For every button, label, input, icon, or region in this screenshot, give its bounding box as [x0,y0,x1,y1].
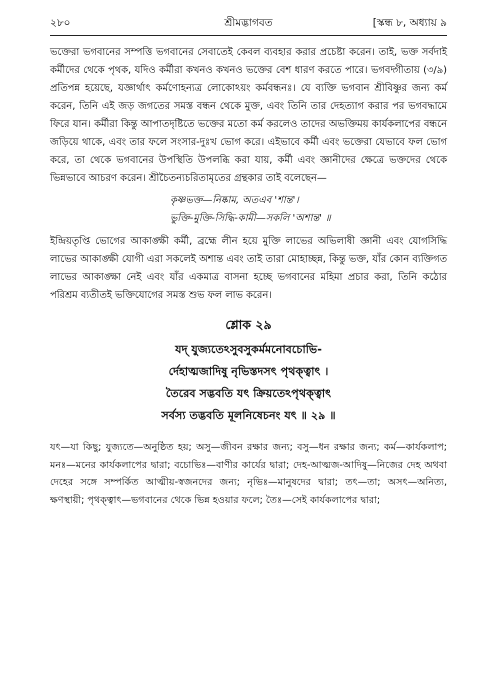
purport-paragraph-1: ভক্তেরা ভগবানের সম্পত্তি ভগবানের সেবাতেই কেবল ব্যবহার করার প্রচেষ্টা করেন। তাই, ভক্ত সর্বদাই কর্মীদের থেকে পৃথক, যদিও কর্মীরা কখনও কখনও ভক্তের বেশ ধারণ করতে পারে। ভগবদ্গীতায় (৩/৯) প্রতিপন্ন হয়েছে, যজ্ঞার্থাৎ কর্মণোহন্যত্র লোকোঽয়ং কর্মবন্ধনঃ। যে ব্যক্তি ভগবান শ্রীবিষ্ণুর জন্য কর্ম করেন, তিনি এই জড় জগতের সমস্ত বন্ধন থেকে মুক্ত, এবং তিনি তার দেহত্যাগ করার পর ভগবদ্ধামে ফিরে যান। কর্মীরা কিন্তু আপাতদৃষ্টিতে ভক্তের মতো কর্ম করলেও তাদের অভক্তিময় কার্যকলাপের বন্ধনে জড়িয়ে থাকে, এবং তার ফলে সংসার-দুঃখ ভোগ করে। এইভাবে কর্মী এবং ভক্তেরা যেভাবে ফল ভোগ করে, তা থেকে ভগবানের উপস্থিতি উপলব্ধি করা যায়, কর্মী এবং জ্ঞানীদের ক্ষেত্রে ভক্তদের থেকে ভিন্নভাবে আচরণ করেন। শ্রীচৈতন্যচরিতামৃতের গ্রন্থকার তাই বলেছেন— [50,47,447,184]
canto-chapter: [স্কন্ধ ৮, অধ্যায় ৯ [372,17,447,29]
book-title: শ্রীমদ্ভাগবত [224,17,273,29]
verse-heading: শ্লোক ২৯ [225,317,272,332]
purport-paragraph-2: ইন্দ্রিয়তৃপ্তি ভোগের আকাঙ্ক্ষী কর্মী, ব্রহ্মে লীন হয়ে মুক্তি লাভের অভিলাষী জ্ঞানী এবং যোগসিদ্ধি লাভের আকাঙ্ক্ষী যোগী এরা সকলেই অশান্ত এবং তাই তারা মোহাচ্ছন্ন, কিন্তু ভক্ত, যাঁর কোন ব্যক্তিগত লাভের আকাঙ্ক্ষা নেই এবং যাঁর একমাত্র বাসনা হচ্ছে ভগবানের মহিমা প্রচার করা, তিনি কঠোর পরিশ্রম ব্যতীতই ভক্তিযোগের সমস্ত শুভ ফল লাভ করেন। [50,236,447,301]
quotation-line-1: কৃষ্ণভক্ত—নিষ্কাম, অতএব 'শান্ত'। [170,195,299,206]
verse-line-1: যদ্ যুজ্যতেঽসুবসুকর্মমনোবচোভি- [175,343,322,356]
verse-line-4: সর্বস্য তদ্ভবতি মূলনিষেচনং যৎ ॥ ২৯ ॥ [161,409,336,422]
verse-line-2: র্দেহাত্মজাদিষু নৃভিস্তদসৎ পৃথক্ত্বাৎ । [168,365,329,378]
quotation [170,192,447,228]
quotation-line-2: ভুক্তি-মুক্তি-সিদ্ধি-কামী—সকলি 'অশান্ত' ॥ [170,213,331,224]
word-meanings: যৎ—যা কিছু; যুজ্যতে—অনুষ্ঠিত হয়; অসু—জীবন রক্ষার জন্য; বসু—ধন রক্ষার জন্য; কর্ম—কার্যকলাপ; মনঃ—মনের কার্যকলাপের দ্বারা; বচোভিঃ—বাণীর কার্যের দ্বারা; দেহ-আত্মজ-আদিষু—নিজের দেহ অথবা দেহের সঙ্গে সম্পর্কিত আত্মীয়-স্বজনদের জন্য; নৃভিঃ—মানুষদের দ্বারা; তৎ—তা; অসৎ—অনিত্য, ক্ষণস্থায়ী; পৃথক্ত্বাৎ—ভগবানের থেকে ভিন্ন হওয়ার ফলে; তৈঃ—সেই কার্যকলাপের দ্বারা; [50,442,447,506]
verse-line-3: তৈরেব সদ্ভবতি যৎ ক্রিয়তেঽপৃথক্ত্বাৎ [165,387,332,400]
page-header [50,14,447,36]
page-number: ২৮০ [50,17,71,29]
